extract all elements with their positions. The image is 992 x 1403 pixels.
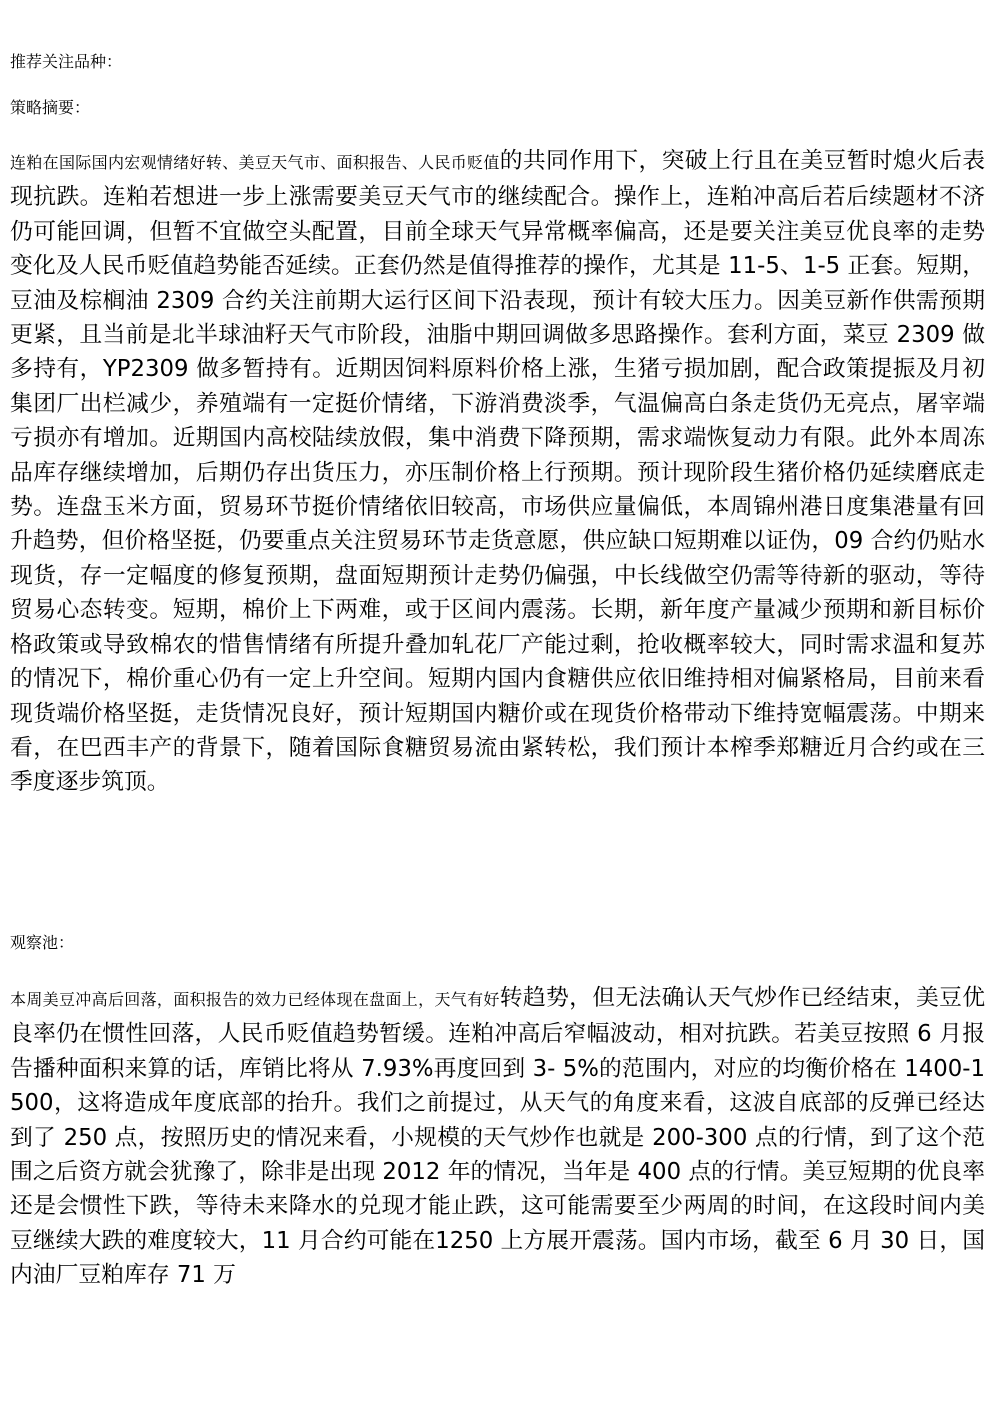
observe-paragraph xyxy=(10,981,985,1293)
summary-paragraph xyxy=(10,144,985,800)
summary-heading: 策略摘要： xyxy=(10,98,91,117)
summary-lead-text: 连粕在国际国内宏观情绪好转、美豆天气市、面积报告、人民币贬值 xyxy=(10,153,500,172)
observe-heading: 观察池： xyxy=(10,933,75,952)
observe-body-text: 转趋势，但无法确认天气炒作已经结束，美豆优良率仍在惯性回落，人民币贬值趋势暂缓。连粕冲高后窄幅波动，相对抗跌。若美豆按照 6 月报告播种面积来算的话，库销比将从 7.93%再度回到 3- 5%的范围内，对应的均衡价格在 1400-1500，这将造成年度底部的抬升。我们之前提过，从天气的角度来看，这波自底部的反弹已经达到了 250 点，按照历史的情况来看，小规模的天气炒作也就是 200-300 点的行情，到了这个范围之后资方就会犹豫了，除非是出现 2012 年的情况，当年是 400 点的行情。美豆短期的优良率还是会惯性下跌，等待未来降水的兑现才能止跌，这可能需要至少两周的时间，在这段时间内美豆继续大跌的难度较大，11 月合约可能在1250 上方展开震荡。国内市场，截至 6 月 30 日，国内油厂豆粕库存 71 万 xyxy=(10,985,986,1289)
summary-body-text: 的共同作用下，突破上行且在美豆暂时熄火后表现抗跌。连粕若想进一步上涨需要美豆天气市的继续配合。操作上，连粕冲高后若后续题材不济仍可能回调，但暂不宜做空头配置，目前全球天气异常概率偏高，还是要关注美豆优良率的走势变化及人民币贬值趋势能否延续。正套仍然是值得推荐的操作，尤其是 11-5、1-5 正套。短期，豆油及棕榈油 2309 合约关注前期大运行区间下沿表现，预计有较大压力。因美豆新作供需预期更紧，且当前是北半球油籽天气市阶段，油脂中期回调做多思路操作。套利方面，菜豆 2309 做多持有，YP2309 做多暂持有。近期因饲料原料价格上涨，生猪亏损加剧，配合政策提振及月初集团厂出栏减少，养殖端有一定挺价情绪，下游消费淡季，气温偏高白条走货仍无亮点，屠宰端亏损亦有增加。近期国内高校陆续放假，集中消费下降预期，需求端恢复动力有限。此外本周冻品库存继续增加，后期仍存出货压力，亦压制价格上行预期。预计现阶段生猪价格仍延续磨底走势。连盘玉米方面，贸易环节挺价情绪依旧较高，市场供应量偏低，本周锦州港日度集港量有回升趋势，但价格坚挺，仍要重点关注贸易环节走货意愿，供应缺口短期难以证伪，09 合约仍贴水现货，存一定幅度的修复预期，盘面短期预计走势仍偏强，中长线做空仍需等待新的驱动，等待贸易心态转变。短期，棉价上下两难，或于区间内震荡。长期，新年度产量减少预期和新目标价格政策或导致棉农的惜售情绪有所提升叠加轧花厂产能过剩，抢收概率较大，同时需求温和复苏的情况下，棉价重心仍有一定上升空间。短期内国内食糖供应依旧维持相对偏紧格局，目前来看现货端价格坚挺，走货情况良好，预计短期国内糖价或在现货价格带动下维持宽幅震荡。中期来看，在巴西丰产的背景下，随着国际食糖贸易流由紧转松，我们预计本榨季郑糖近月合约或在三季度逐步筑顶。 xyxy=(10,148,986,796)
recommend-heading: 推荐关注品种： xyxy=(10,52,123,71)
observe-lead-text: 本周美豆冲高后回落，面积报告的效力已经体现在盘面上，天气有好 xyxy=(10,990,500,1009)
